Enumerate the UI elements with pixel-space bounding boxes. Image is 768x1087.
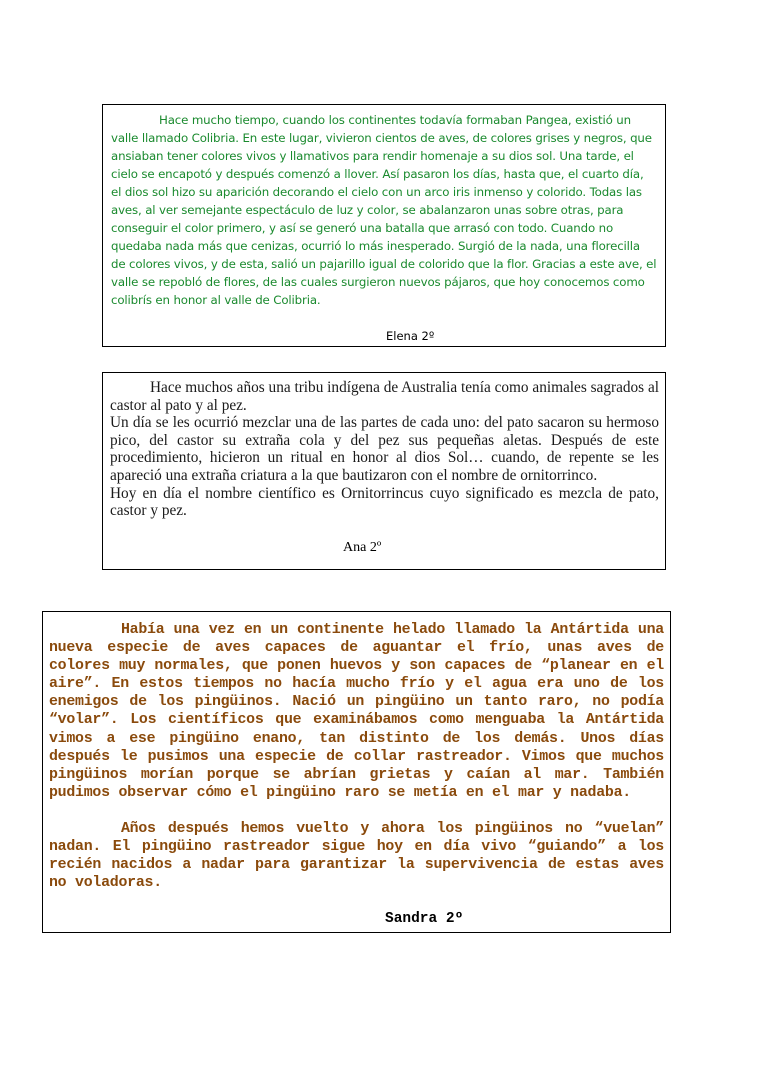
story-box-elena (102, 104, 666, 347)
story-box-ana (102, 372, 666, 570)
story-box-sandra (42, 611, 671, 933)
story-text: Hace mucho tiempo, cuando los continentes todavía formaban Pangea, existió un valle llamado Colibria. En este lugar, vivieron cientos de aves, de colores grises y negros, que ansiaban tener colores vivos y llamativos para rendir homenaje a su dios sol. Una tarde, el cielo se encapotó y después comenzó a llover. Así pasaron los días, hasta que, el cuarto día, el dios sol hizo su aparición decorando el cielo con un arco iris inmenso y colorido. Todas las aves, al ver semejante espectáculo de luz y color, se abalanzaron unas sobre otras, para conseguir el color primero, y así se generó una batalla que arrasó con todo. Cuando no quedaba nada más que cenizas, ocurrió lo más inesperado. Surgió de la nada, una florecilla de colores vivos, y de esta, salió un pajarillo igual de colorido que la flor. Gracias a este ave, el valle se repobló de flores, de las cuales surgieron nuevos pájaros, que hoy conocemos como colibrís en honor al valle de Colibria. (111, 113, 657, 307)
story-author: Elena 2º (386, 329, 435, 343)
story-author: Sandra 2º (385, 911, 464, 927)
story-paragraph: Hace muchos años una tribu indígena de Australia tenía como animales sagrados al castor al pato y al pez. (110, 379, 659, 414)
story-paragraph: Había una vez en un continente helado llamado la Antártida una nueva especie de aves capaces de aguantar el frío, unas aves de colores muy normales, que ponen huevos y son capaces de “planear en el aire”. En estos tiempos no hacía mucho frío y el agua era uno de los enemigos de los pingüinos. Nació un pingüino un tanto raro, no podía “volar”. Los científicos que examinábamos como menguaba la Antártida vimos a ese pingüino enano, tan distinto de los demás. Unos días después le pusimos una especie de collar rastreador. Vimos que muchos pingüinos morían porque se abrían grietas y caían al mar. También pudimos observar cómo el pingüino raro se metía en el mar y nadaba. (49, 622, 664, 801)
story-author: Ana 2º (343, 540, 382, 555)
story-paragraph: Años después hemos vuelto y ahora los pingüinos no “vuelan” nadan. El pingüino rastreador sigue hoy en día vivo “guiando” a los recién nacidos a nadar para garantizar la supervivencia de estas aves no voladoras. (49, 820, 664, 892)
story-paragraph: Hoy en día el nombre científico es Ornitorrincus cuyo significado es mezcla de pato, castor y pez. (110, 484, 659, 520)
story-paragraph: Un día se les ocurrió mezclar una de las partes de cada uno: del pato sacaron su hermoso pico, del castor su extraña cola y del pez sus pequeñas aletas. Después de este procedimiento, hicieron un ritual en honor al dios Sol… cuando, de repente se les apareció una extraña criatura a la que bautizaron con el nombre de ornitorrinco. (110, 414, 659, 484)
